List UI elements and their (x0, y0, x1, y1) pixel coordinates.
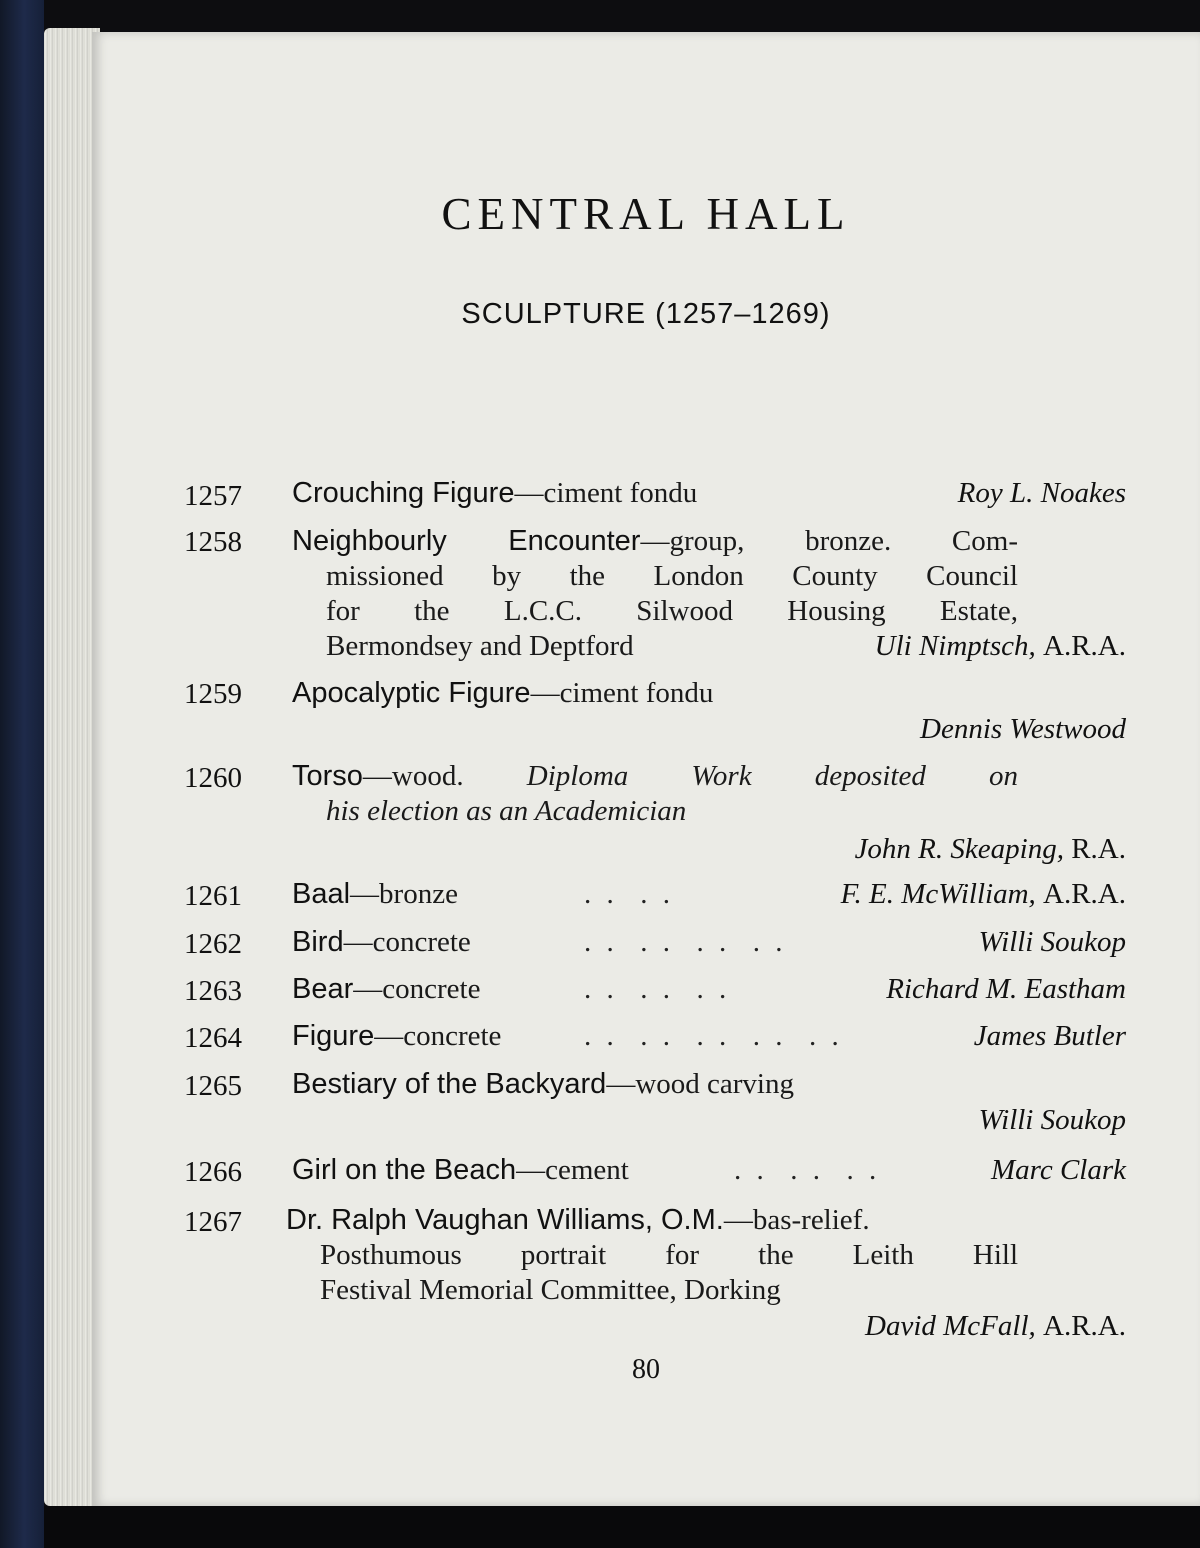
leader-dots: . . . . . . . . . . (584, 1020, 843, 1052)
entry-title: Figure (292, 1020, 375, 1052)
entry-title-line (292, 1154, 629, 1187)
artist-honour: A.R.A. (1043, 630, 1126, 662)
artist-name (875, 630, 1126, 663)
entry-medium: —wood. (362, 760, 464, 792)
entry-title-line (292, 1068, 794, 1101)
artist-name (974, 1020, 1126, 1053)
artist-name (958, 477, 1126, 510)
catalogue-number: 1264 (184, 1022, 242, 1054)
entry-title: Apocalyptic Figure (292, 677, 531, 709)
artist-name (841, 878, 1126, 911)
entry-title: Bear (292, 973, 354, 1005)
leader-dots: . . . . . . (584, 973, 731, 1005)
entry-medium: —bas-relief. (723, 1204, 870, 1236)
artist: David McFall, (865, 1310, 1036, 1342)
artist-honour: R.A. (1071, 833, 1126, 865)
entry-title: Bestiary of the Backyard (292, 1068, 607, 1100)
artist-name (886, 973, 1126, 1006)
entry-medium: —cement (516, 1154, 629, 1186)
entry-description: Bermondsey and Deptford (326, 630, 634, 662)
artist-name (991, 1154, 1126, 1187)
entry-title: Girl on the Beach (292, 1154, 517, 1186)
entry-medium: —group, bronze. Com- (640, 525, 1018, 557)
artist-name (855, 833, 1126, 866)
artist-honour: A.R.A. (1043, 878, 1126, 910)
entry-medium: —wood carving (606, 1068, 794, 1100)
artist: Roy L. Noakes (957, 477, 1126, 509)
artist: Richard M. Eastham (886, 973, 1126, 1005)
entry-title: Dr. Ralph Vaughan Williams, O.M. (286, 1204, 724, 1236)
entry-medium: —bronze (350, 878, 458, 910)
catalogue-number: 1266 (184, 1156, 242, 1188)
artist-name (865, 1310, 1126, 1343)
artist: Marc Clark (990, 1154, 1126, 1186)
entry-note: Diploma Work deposited on (526, 760, 1019, 792)
catalogue-number: 1260 (184, 762, 242, 794)
artist: F. E. McWilliam, (840, 878, 1036, 910)
entry-title: Neighbourly Encounter (292, 525, 641, 557)
page-title: CENTRAL HALL (441, 189, 851, 239)
entry-title-line (292, 973, 480, 1006)
entry-title-line (292, 1020, 501, 1053)
entry-title: Baal (292, 878, 351, 910)
catalogue-page (92, 32, 1200, 1506)
artist-name (979, 926, 1126, 959)
entry-title-line (286, 1204, 870, 1237)
entry-description: Festival Memorial Committee, Dorking (320, 1274, 781, 1306)
entry-medium: —concrete (374, 1020, 502, 1052)
entry-title: Crouching Figure (292, 477, 515, 509)
entry-title-line (292, 677, 713, 710)
entry-medium: —ciment fondu (530, 677, 714, 709)
leader-dots: . . . . . . . . (584, 926, 787, 958)
entry-description: his election as an Academician (326, 795, 687, 827)
entry-title-line (292, 926, 471, 959)
entry-title-line (292, 878, 458, 911)
artist: John R. Skeaping, (854, 833, 1064, 865)
catalogue-number: 1261 (184, 880, 242, 912)
section-subtitle: SCULPTURE (1257–1269) (461, 298, 831, 330)
catalogue-number: 1259 (184, 678, 242, 710)
catalogue-number: 1257 (184, 480, 242, 512)
catalogue-number: 1262 (184, 928, 242, 960)
artist-honour: A.R.A. (1043, 1310, 1126, 1342)
entry-title-line (292, 525, 1018, 558)
catalogue-number: 1258 (184, 526, 242, 558)
leader-dots: . . . . . . (734, 1154, 881, 1186)
artist-name (979, 1104, 1126, 1137)
page-number: 80 (632, 1354, 660, 1385)
artist: Uli Nimptsch, (874, 630, 1036, 662)
catalogue-number: 1267 (184, 1206, 242, 1238)
entry-title-line (292, 477, 697, 510)
entry-title: Bird (292, 926, 344, 958)
book-cover-edge (0, 0, 44, 1548)
entry-description: missioned by the London County Council (326, 560, 1018, 592)
catalogue-number: 1263 (184, 975, 242, 1007)
artist: James Butler (973, 1020, 1126, 1052)
entry-title: Torso (292, 760, 363, 792)
entry-description: for the L.C.C. Silwood Housing Estate, (326, 595, 1018, 627)
artist-name (920, 713, 1126, 746)
artist: Willi Soukop (978, 1104, 1126, 1136)
entry-title-line (292, 760, 1018, 793)
catalogue-number: 1265 (184, 1070, 242, 1102)
book-cover-bottom (44, 1506, 1200, 1548)
artist: Willi Soukop (978, 926, 1126, 958)
entry-medium: —ciment fondu (514, 477, 698, 509)
entry-medium: —concrete (353, 973, 481, 1005)
entry-description: Posthumous portrait for the Leith Hill (320, 1239, 1018, 1271)
artist: Dennis Westwood (920, 713, 1126, 745)
entry-medium: —concrete (343, 926, 471, 958)
leader-dots: . . . . (584, 878, 674, 910)
